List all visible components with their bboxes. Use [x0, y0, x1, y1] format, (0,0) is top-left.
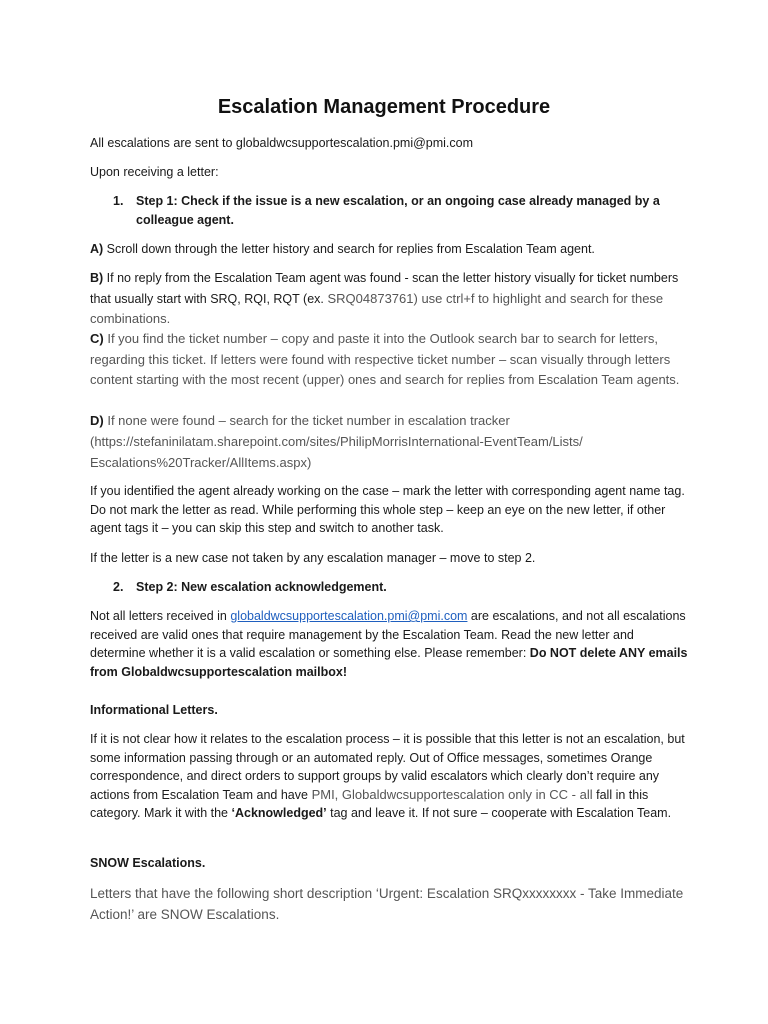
paragraph-d-label: D)	[90, 413, 104, 428]
paragraph-b	[90, 268, 690, 330]
step-2-number: 2.	[113, 580, 124, 594]
upon-receiving-text: Upon receiving a letter:	[90, 165, 219, 179]
paragraph-a-text: Scroll down through the letter history and search for replies from Escalation Team agent.	[103, 242, 595, 256]
paragraph-c-text: If you find the ticket number – copy and paste it into the Outlook search bar to search for letters, regarding this ticket. If letters were found with respective ticket number – scan visually through letters content starting with the most recent (upper) ones and search for replies from Escalation Team agents.	[90, 331, 680, 387]
paragraph-new-case: If the letter is a new case not taken by any escalation manager – move to step 2.	[90, 551, 536, 565]
tracker-url-line-2: Escalations%20Tracker/AllItems.aspx)	[90, 455, 312, 470]
paragraph-snow: Letters that have the following short description ‘Urgent: Escalation SRQxxxxxxxx - Take Immediate Action!’ are SNOW Escalations.	[90, 886, 684, 922]
paragraph-b-text: If no reply from the Escalation Team agent was found - scan the letter history visually for ticket numbers that usually start with SRQ, RQI, RQT (ex.	[90, 271, 679, 306]
paragraph-c	[90, 329, 690, 391]
paragraph-d-first-line	[90, 411, 690, 432]
informational-text-2: fall in this category. Mark it with the	[90, 787, 649, 820]
escalation-email-link[interactable]: globaldwcsupportescalation.pmi@pmi.com	[230, 609, 468, 623]
informational-letters-heading: Informational Letters.	[90, 703, 218, 717]
paragraph-not-all-letters	[90, 607, 690, 681]
step-2-text: Step 2: New escalation acknowledgement.	[136, 580, 387, 594]
not-all-before-text: Not all letters received in	[90, 609, 231, 623]
paragraph-informational	[90, 730, 690, 823]
acknowledged-tag-text: ‘Acknowledged’	[231, 806, 327, 820]
informational-gray-text: PMI, Globaldwcsupportescalation only in CC - all	[307, 786, 593, 802]
tracker-url-line-1: (https://stefaninilatam.sharepoint.com/sites/PhilipMorrisInternational-EventTeam/Lists/	[90, 434, 583, 449]
step-1-number: 1.	[113, 194, 124, 208]
paragraph-d-text: If none were found – search for the ticket number in escalation tracker	[103, 413, 510, 428]
paragraph-identified-agent: If you identified the agent already working on the case – mark the letter with corresponding agent name tag. Do not mark the letter as read. While performing this whole step – keep an eye on the new letter, if other agent tags it – you can skip this step and switch to another task.	[90, 484, 685, 535]
paragraph-a	[90, 240, 690, 259]
informational-text-1: If it is not clear how it relates to the escalation process – it is possible that this letter is not an escalation, but some information passing through or an automated reply. Out of Office messages, sometimes Orange correspondence, and direct orders to support groups by valid escalators which clearly don’t require any actions from Escalation Team and have	[90, 732, 685, 802]
page-title: Escalation Management Procedure	[217, 96, 551, 118]
informational-text-3: tag and leave it. If not sure – cooperate with Escalation Team.	[326, 806, 672, 820]
not-all-after-text: are escalations, and not all escalations received are valid ones that require management by the Escalation Team. Read the new letter and determine whether it is a valid escalation or something else. Please remember:	[90, 609, 686, 660]
intro-email-line: All escalations are sent to globaldwcsupportescalation.pmi@pmi.com	[90, 136, 474, 150]
paragraph-b-gray-text: SRQ04873761) use ctrl+f to highlight and search for these combinations.	[90, 290, 664, 326]
step-1-text: Step 1: Check if the issue is a new escalation, or an ongoing case already managed by a colleague agent.	[136, 194, 660, 227]
do-not-delete-warning: Do NOT delete ANY emails from Globaldwcsupportescalation mailbox!	[90, 646, 688, 679]
paragraph-c-label: C)	[90, 331, 104, 346]
paragraph-a-label: A)	[90, 242, 104, 256]
paragraph-b-label: B)	[90, 271, 104, 285]
snow-escalations-heading: SNOW Escalations.	[90, 856, 206, 870]
